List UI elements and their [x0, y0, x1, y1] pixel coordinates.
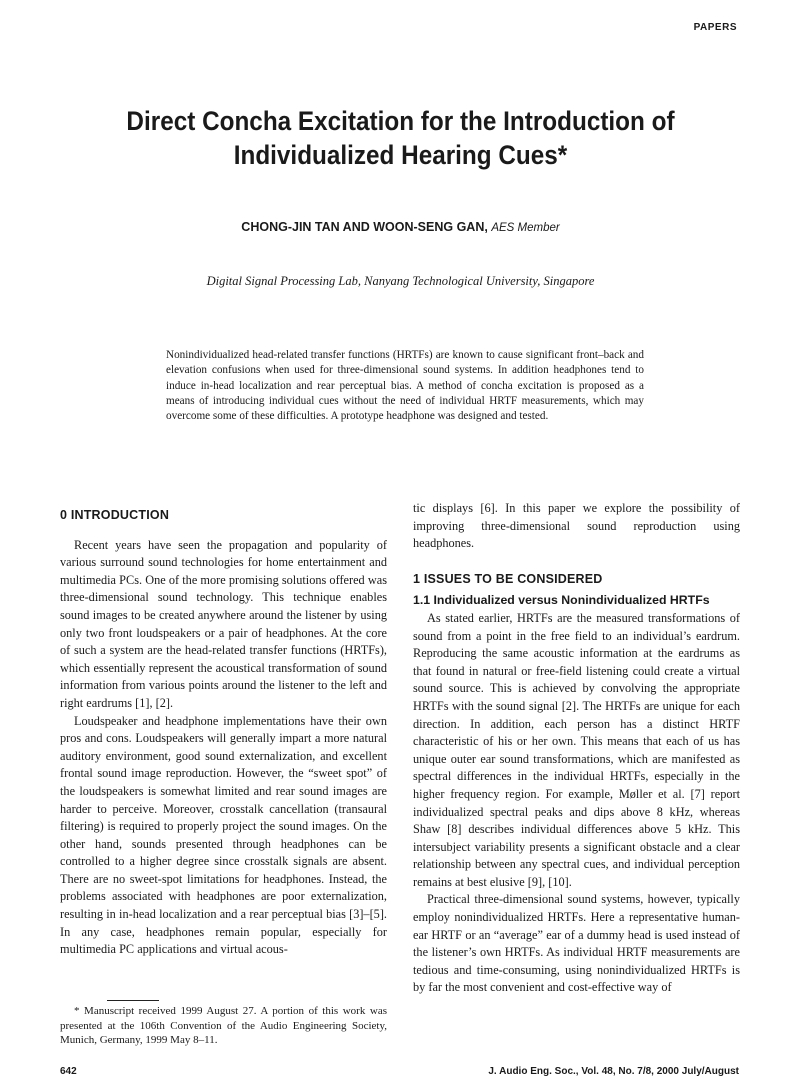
- abstract: Nonindividualized head-related transfer functions (HRTFs) are known to cause significant front–back and elevation confusions when used for three-dimensional sound systems. In addition headphones tend to induce in-head localization and rear perceptual bias. A method of concha excitation is proposed as a means of introducing individual cues without the need of individual HRTF measurements, which may overcome some of these difficulties. A prototype headphone was designed and tested.: [166, 349, 644, 423]
- section-heading-issues: 1 ISSUES TO BE CONSIDERED: [413, 571, 603, 586]
- journal-reference: J. Audio Eng. Soc., Vol. 48, No. 7/8, 2000 July/August: [488, 1066, 739, 1077]
- paragraph-continuation: tic displays [6]. In this paper we explore the possibility of improving three-dimensional sound reproduction using headphones.: [413, 501, 740, 551]
- paragraph: Practical three-dimensional sound systems, however, typically employ nonindividualized HRTFs. Here a representative human-ear HRTF or an “average” ear of a dummy head is used instead of the listener’s own HRTFs. As individual HRTF measurements are tedious and time-consuming, using nonindividualized HRTFs is by far the most convenient and cost-effective way of: [413, 892, 740, 995]
- author-names: CHONG-JIN TAN AND WOON-SENG GAN,: [241, 220, 488, 234]
- paragraph: Loudspeaker and headphone implementations have their own pros and cons. Loudspeakers will generally impart a more natural auditory environment, good sound externalization, and excellent frontal sound image reproduction. However, the “sweet spot” of the loudspeakers is somewhat limited and rear sound images are harder to perceive. Moreover, crosstalk cancellation (transaural filtering) is required to properly project the sound images. On the other hand, sounds presented through headphones can be controlled to a higher degree since crosstalk signals are absent. There are no sweet-spot limitations for headphones. Instead, the problems associated with headphones are poor externalization, resulting in in-head localization and a rear perceptual bias [3]–[5]. In any case, headphones remain popular, especially for multimedia PC applications and virtual acous-: [60, 713, 387, 957]
- right-column: [413, 500, 740, 997]
- left-column: [60, 500, 387, 959]
- title-footnote-mark: *: [557, 140, 568, 170]
- footnote: * Manuscript received 1999 August 27. A portion of this work was presented at the 106th Convention of the Audio Engineering Society, Munich, Germany, 1999 May 8–11.: [60, 1005, 387, 1046]
- running-head: PAPERS: [693, 22, 737, 33]
- title-line-2: Individualized Hearing Cues: [233, 140, 558, 170]
- author-line: [60, 220, 741, 234]
- affiliation: Digital Signal Processing Lab, Nanyang Technological University, Singapore: [206, 274, 595, 288]
- paper-title: [94, 104, 707, 172]
- section-heading-introduction: 0 INTRODUCTION: [60, 508, 170, 522]
- paragraph: Recent years have seen the propagation and popularity of various surround sound technologies for home entertainment and multimedia PCs. One of the more promising solutions offered was three-dimensional sound technology. This technique enables sound images to be created anywhere around the listener by using only two front loudspeakers or a pair of headphones. At the core of such a system are the head-related transfer functions (HRTFs), which essentially represent the acoustical transformation of sound information from various points around the listener to the left and right eardrums [1], [2].: [60, 537, 387, 710]
- subsection-heading: 1.1 Individualized versus Nonindividualized HRTFs: [413, 593, 710, 608]
- footnote-rule: [107, 1000, 159, 1001]
- page-number: 642: [60, 1066, 77, 1077]
- paragraph: As stated earlier, HRTFs are the measured transformations of sound from a point in the free field to an individual’s eardrum. Reproducing the same acoustic information at the eardrums as that found in natural or free-field listening could create a virtual sound source. This is achieved by convolving the appropriate HRTFs with the sound signal [2]. The HRTFs are unique for each direction. In addition, each person has a distinct HRTF characteristic of his or her own. This means that each of us has unique outer ear sound transformations, which are manifested as spectral differences in the individual HRTFs, especially in the higher frequency region. For example, Møller et al. [7] report individualized spectral peaks and dips above 8 kHz, whereas Shaw [8] describes individual differences above 5 kHz. This intersubject variability presents a significant obstacle and a clear relationship between any spectral cues, and individual perception remains at best elusive [9], [10].: [413, 610, 740, 889]
- author-membership: AES Member: [491, 222, 560, 234]
- title-line-1: Direct Concha Excitation for the Introduction of: [126, 106, 675, 136]
